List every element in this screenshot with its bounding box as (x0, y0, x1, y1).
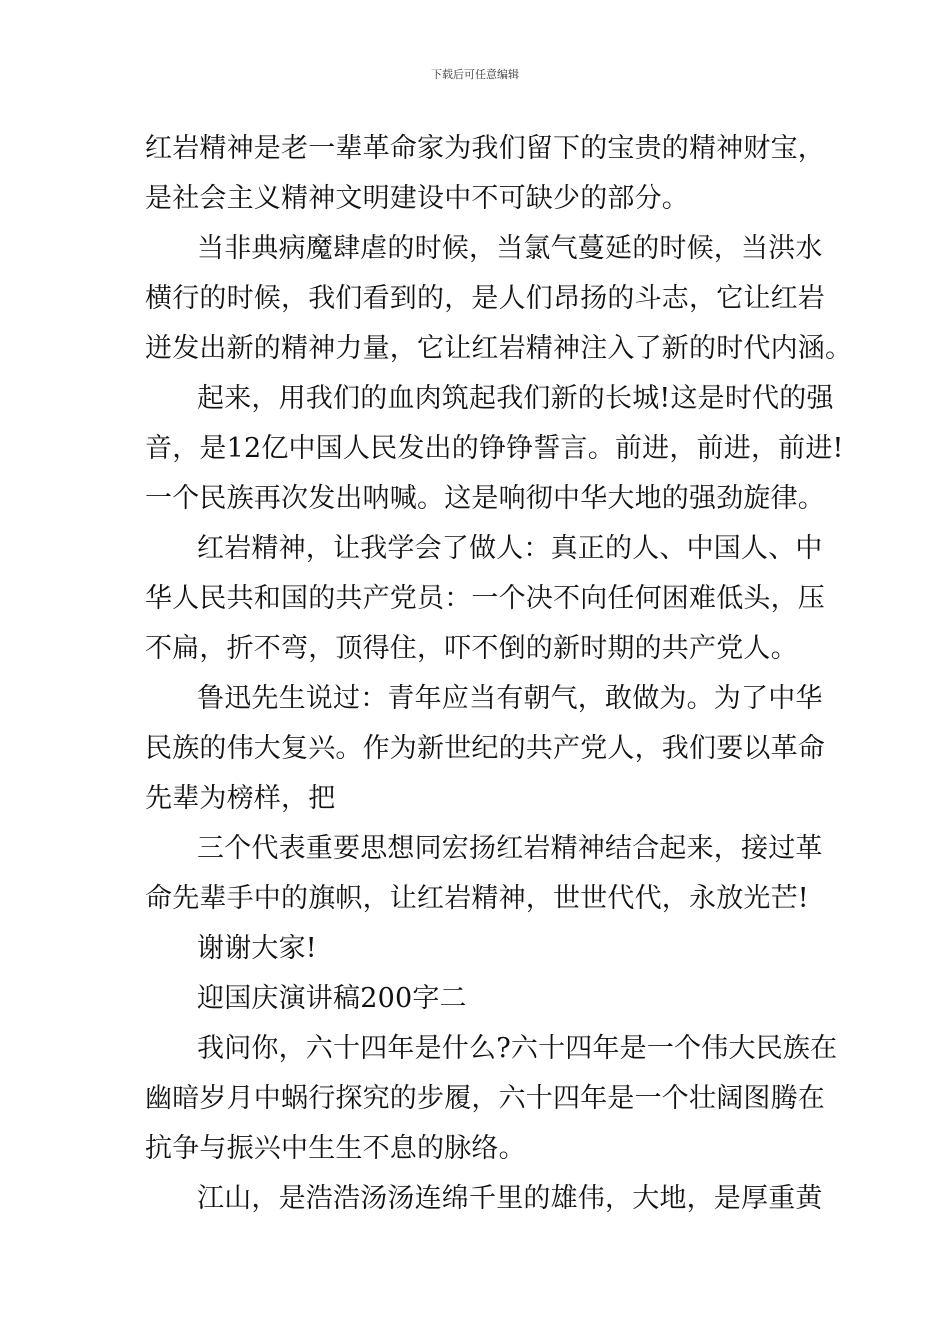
text-line: 抗争与振兴中生生不息的脉络。 (145, 1133, 526, 1164)
page-header-note: 下载后可任意编辑 (431, 68, 519, 81)
text-line: 是社会主义精神文明建设中不可缺少的部分。 (145, 183, 689, 214)
text-line: 华人民共和国的共产党员：一个决不向任何困难低头，压 (145, 583, 825, 614)
text-line: 一个民族再次发出呐喊。这是响彻中华大地的强劲旋律。 (145, 483, 825, 514)
text-line: 先辈为榜样，把 (145, 783, 336, 814)
text-line: 三个代表重要思想同宏扬红岩精神结合起来，接过革 (197, 833, 823, 864)
text-line: 横行的时候，我们看到的，是人们昂扬的斗志，它让红岩 (145, 283, 825, 314)
text-line: 江山，是浩浩汤汤连绵千里的雄伟，大地，是厚重黄 (197, 1183, 823, 1214)
text-line: 鲁迅先生说过：青年应当有朝气，敢做为。为了中华 (197, 683, 823, 714)
text-line: 我问你，六十四年是什么?六十四年是一个伟大民族在 (197, 1033, 838, 1064)
text-line: 命先辈手中的旗帜，让红岩精神，世世代代，永放光芒! (145, 883, 809, 914)
text-line: 红岩精神是老一辈革命家为我们留下的宝贵的精神财宝， (145, 133, 825, 164)
text-line: 幽暗岁月中蜗行探究的步履，六十四年是一个壮阔图腾在 (145, 1083, 825, 1114)
text-line: 音，是12亿中国人民发出的铮铮誓言。前进，前进，前进! (145, 433, 844, 464)
text-line: 谢谢大家! (197, 933, 317, 964)
text-line: 迸发出新的精神力量，它让红岩精神注入了新的时代内涵。 (145, 333, 853, 364)
text-line: 起来，用我们的血肉筑起我们新的长城!这是时代的强 (197, 383, 834, 414)
section-heading: 迎国庆演讲稿200字二 (197, 983, 467, 1014)
text-line: 不扁，折不弯，顶得住，吓不倒的新时期的共产党人。 (145, 633, 798, 664)
text-line: 红岩精神，让我学会了做人：真正的人、中国人、中 (197, 533, 823, 564)
text-line: 民族的伟大复兴。作为新世纪的共产党人，我们要以革命 (145, 733, 825, 764)
text-line: 当非典病魔肆虐的时候，当氯气蔓延的时候，当洪水 (197, 233, 823, 264)
